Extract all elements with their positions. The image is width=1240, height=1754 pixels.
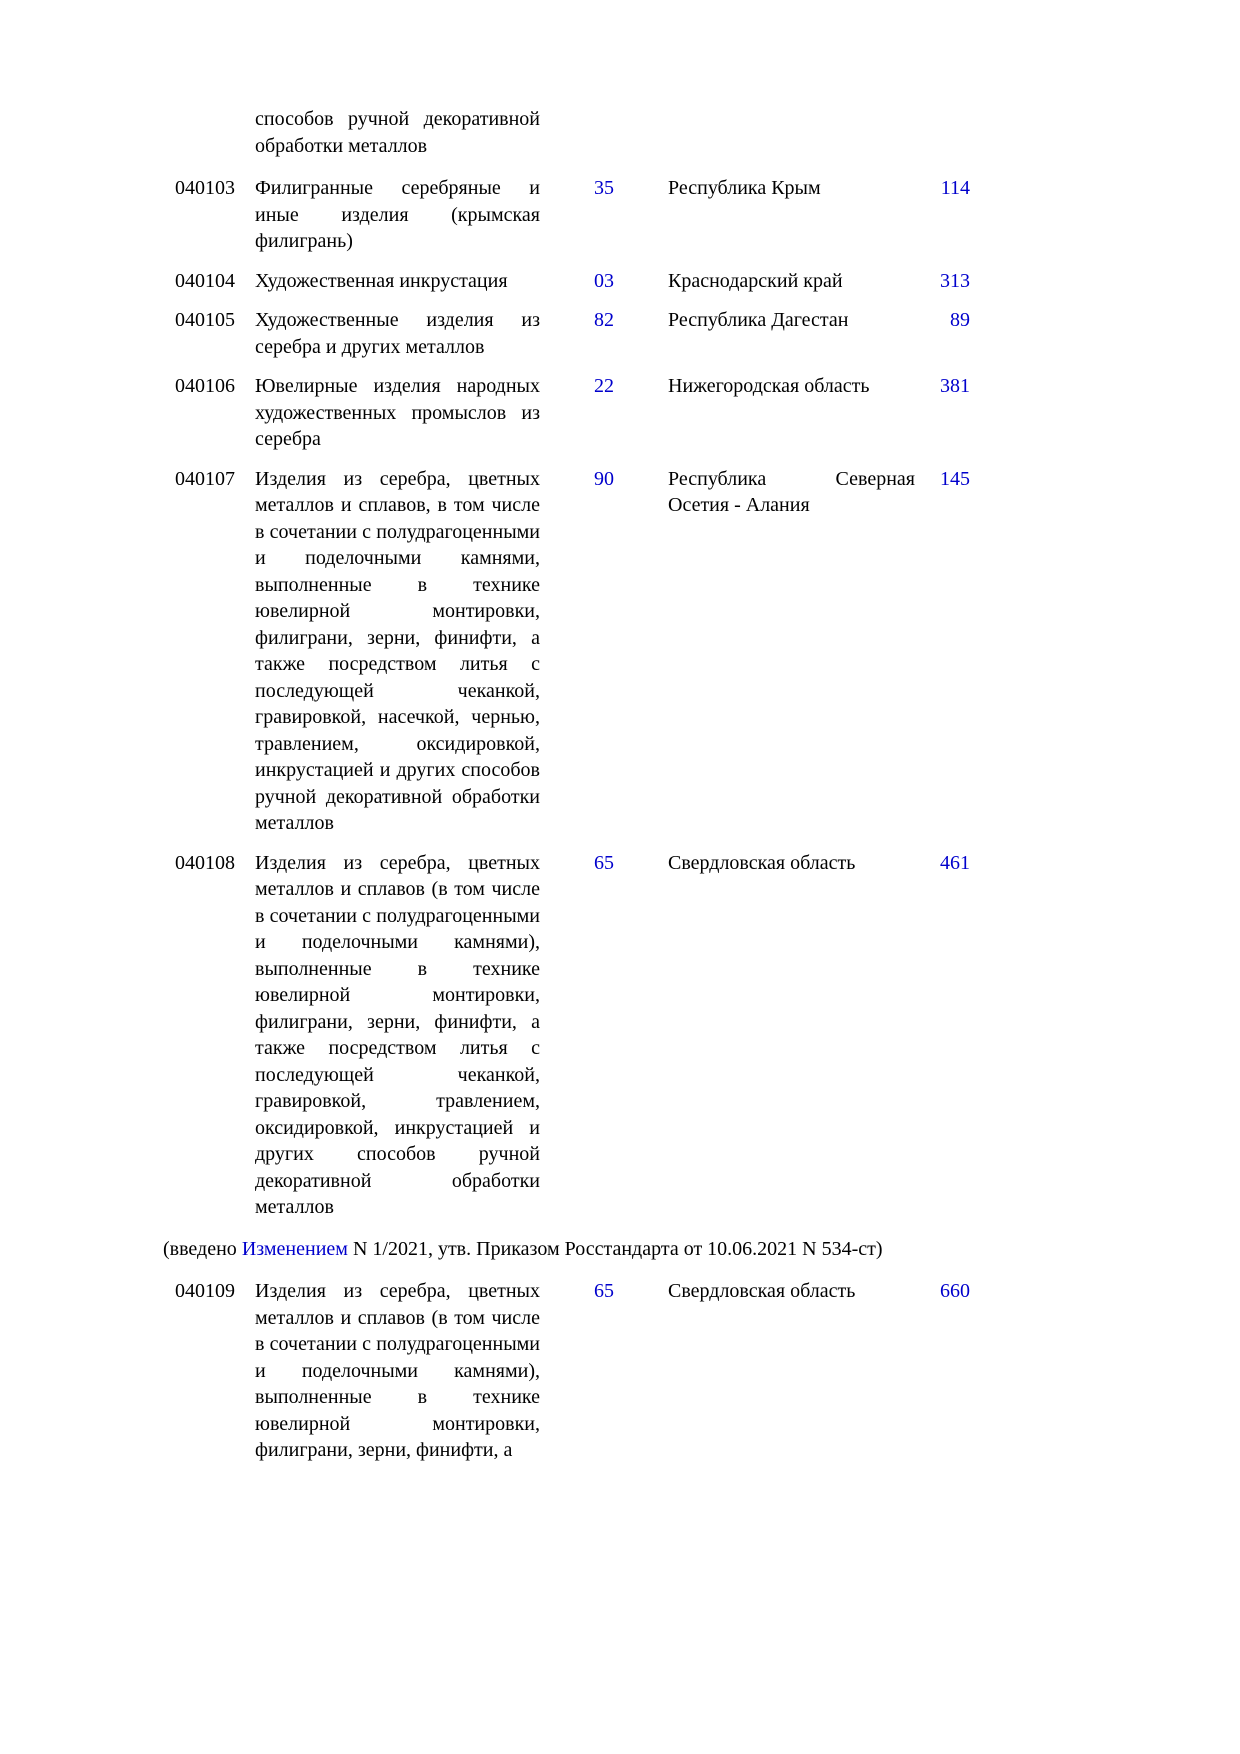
region-name: Республика Северная Осетия - Алания <box>668 467 915 516</box>
registry-number-link[interactable]: 114 <box>940 177 970 199</box>
item-description: Художественные изделия из серебра и других металлов <box>255 309 540 358</box>
region-code-cell <box>540 307 668 334</box>
item-description: Изделия из серебра, цветных металлов и сплавов, в том числе в сочетании с полудрагоценными и поделочными камнями, выполненные в технике ювелирной монтировки, филиграни, зерни, финифти, а также посредством литья с последующей чеканкой, гравировкой, насечкой, чернью, травлением, оксидировкой, инкрустацией и других способов ручной декоративной обработки металлов <box>255 467 540 834</box>
table-row <box>163 307 1240 360</box>
registry-number-cell <box>915 466 970 493</box>
registry-number-link[interactable]: 381 <box>940 375 970 397</box>
region-name: Республика Крым <box>668 177 821 199</box>
table-row <box>163 268 1240 295</box>
item-code: 040104 <box>175 269 235 292</box>
amendment-note-prefix: (введено <box>163 1237 242 1260</box>
region-name: Свердловская область <box>668 851 856 874</box>
region-code-link[interactable]: 65 <box>594 1280 614 1302</box>
item-description: Художественная инкрустация <box>255 269 508 292</box>
region-code-cell <box>540 175 668 202</box>
registry-number-cell <box>915 307 970 334</box>
item-code: 040103 <box>175 177 235 199</box>
region-code-cell <box>540 850 668 877</box>
table-row <box>163 1278 1240 1464</box>
item-code: 040105 <box>175 309 235 331</box>
region-name: Нижегородская область <box>668 375 870 397</box>
registry-number-link[interactable]: 461 <box>940 851 970 874</box>
amendment-link[interactable]: Изменением <box>241 1237 348 1260</box>
region-code-cell <box>540 466 668 493</box>
registry-number-cell <box>915 850 970 877</box>
amendment-note <box>163 1236 973 1263</box>
table-row <box>163 175 1240 255</box>
region-name: Республика Дагестан <box>668 309 849 331</box>
region-code-link[interactable]: 03 <box>594 269 614 292</box>
registry-number-link[interactable]: 660 <box>940 1280 970 1302</box>
region-code-link[interactable]: 65 <box>594 851 614 874</box>
item-description: Изделия из серебра, цветных металлов и сплавов (в том числе в сочетании с полудрагоценными и поделочными камнями), выполненные в технике ювелирной монтировки, филиграни, зерни, финифти, а <box>255 1280 540 1461</box>
registry-number-cell <box>915 373 970 400</box>
registry-number-cell <box>915 268 970 295</box>
item-description: Изделия из серебра, цветных металлов и сплавов (в том числе в сочетании с полудрагоценными и поделочными камнями), выполненные в технике ювелирной монтировки, филиграни, зерни, финифти, а также посредством литья с последующей чеканкой, гравировкой, травлением, оксидировкой, инкрустацией и других способов ручной декоративной обработки металлов <box>255 851 540 1218</box>
region-code-cell <box>540 373 668 400</box>
registry-number-link[interactable]: 145 <box>940 467 970 490</box>
region-code-link[interactable]: 82 <box>594 309 614 331</box>
table-row <box>163 466 1240 837</box>
region-name: Краснодарский край <box>668 269 843 292</box>
item-code: 040107 <box>175 467 235 490</box>
region-name: Свердловская область <box>668 1280 856 1302</box>
region-code-cell <box>540 268 668 295</box>
classifier-rows-after-note <box>163 1278 1240 1464</box>
classifier-rows-before-note <box>163 175 1240 1221</box>
registry-number-cell <box>915 1278 970 1305</box>
region-code-link[interactable]: 22 <box>594 375 614 397</box>
amendment-note-suffix: N 1/2021, утв. Приказом Росстандарта от 10.06.2021 N 534-ст) <box>347 1237 883 1260</box>
item-code: 040109 <box>175 1280 235 1302</box>
table-row <box>163 850 1240 1221</box>
item-code: 040108 <box>175 851 235 874</box>
item-description: Ювелирные изделия народных художественных промыслов из серебра <box>255 375 540 450</box>
registry-number-link[interactable]: 313 <box>940 269 970 292</box>
region-code-link[interactable]: 90 <box>594 467 614 490</box>
table-row <box>163 373 1240 453</box>
item-description: Филигранные серебряные и иные изделия (крымская филигрань) <box>255 177 540 252</box>
region-code-cell <box>540 1278 668 1305</box>
registry-number-cell <box>915 175 970 202</box>
registry-number-link[interactable]: 89 <box>950 309 970 331</box>
continuation-paragraph: способов ручной декоративной обработки металлов <box>255 108 540 157</box>
region-code-link[interactable]: 35 <box>594 177 614 199</box>
item-code: 040106 <box>175 375 235 397</box>
